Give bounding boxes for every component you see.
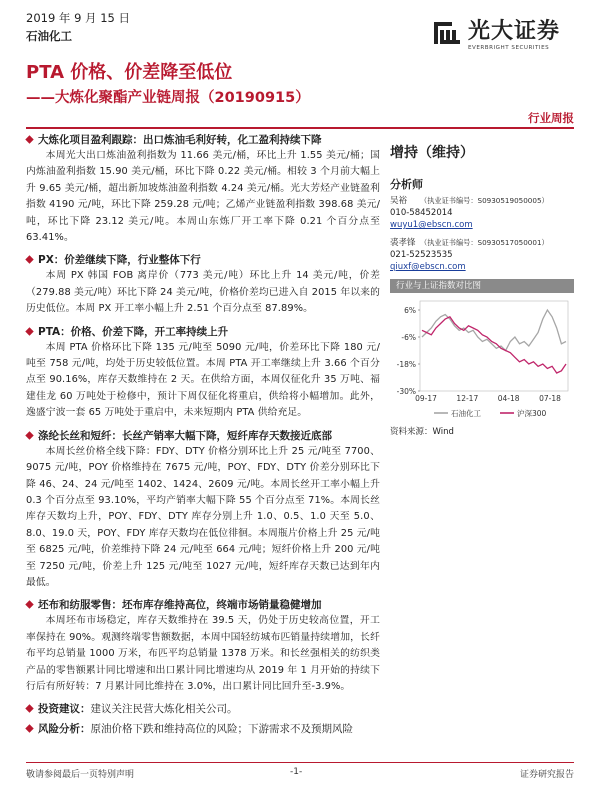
diamond-bullet-icon bbox=[25, 601, 33, 609]
legend-label: 沪深300 bbox=[517, 409, 547, 418]
diamond-bullet-icon bbox=[25, 705, 33, 713]
x-tick-label: 04-18 bbox=[497, 394, 520, 403]
report-sector: 石油化工 bbox=[26, 29, 72, 43]
analyst-name: 裘孝锋 bbox=[390, 238, 416, 248]
analyst-phone: 010-58452014 bbox=[390, 208, 453, 218]
investment-advice: 投资建议：建议关注民营大炼化相关公司。 bbox=[26, 701, 380, 717]
page-number: -1- bbox=[290, 767, 303, 777]
report-type-label: 行业周报 bbox=[528, 111, 574, 125]
report-date: 2019 年 9 月 15 日 bbox=[26, 11, 130, 25]
analyst-license: （执业证书编号：S0930519050005） bbox=[420, 196, 549, 205]
chart-title: 行业与上证指数对比图 bbox=[390, 279, 574, 293]
logo-chinese-name: 光大证券 bbox=[468, 18, 561, 44]
rating: 增持（维持） bbox=[390, 145, 474, 161]
section-heading: PTA：价格、价差下降，开工率持续上升 bbox=[26, 324, 380, 340]
series-line bbox=[422, 317, 566, 373]
analyst-name: 吴裕 bbox=[390, 196, 408, 206]
header-divider bbox=[26, 127, 574, 129]
chart-source: 资料来源：Wind bbox=[390, 427, 454, 437]
footer-disclaimer: 敬请参阅最后一页特别声明 bbox=[26, 770, 135, 780]
series-line bbox=[422, 310, 566, 351]
footer-report-label: 证券研究报告 bbox=[519, 770, 574, 780]
y-tick-label: -18% bbox=[396, 360, 416, 369]
analyst-phone: 021-52523535 bbox=[390, 250, 453, 260]
section-heading: 大炼化项目盈利跟踪：出口炼油毛利好转，化工盈利持续下降 bbox=[26, 132, 380, 148]
main-column bbox=[26, 132, 380, 737]
broker-logo bbox=[432, 14, 560, 51]
diamond-bullet-icon bbox=[25, 725, 33, 733]
x-tick-label: 12-17 bbox=[456, 394, 479, 403]
everbright-logo-icon bbox=[432, 18, 462, 48]
x-tick-label: 09-17 bbox=[415, 394, 437, 403]
footer-divider bbox=[26, 762, 574, 763]
legend-label: 石油化工 bbox=[451, 409, 481, 418]
section-heading: 涤纶长丝和短纤：长丝产销率大幅下降，短纤库存天数接近底部 bbox=[26, 428, 380, 444]
section-paragraph: 本周长丝价格全线下降：FDY、DTY 价格分别环比上升 25 元/吨至 7700、9075 元/吨，POY 价格维持在 7675 元/吨，POY、FDY、DTY 价差分别环比下降 46、24、24 元/吨至 1402、1424、2609 元/吨。本周长丝开工率小幅上升 0.3 个百分点至 93.10%，平均产销率大幅下降 55 个百分点至 71%。本周长丝库存天数均上升，POY、FDY、DTY 库存分别上升 1.0、0.5、1.0 天至 5.0、8.0、19.0 天，POY、FDY 库存天数均在低位徘徊。本周瓶片价格上升 25 元/吨至 6825 元/吨，价差维持下降 24 元/吨至 664 元/吨；短纤价格上升 200 元/吨至 7250 元/吨，价差上升 125 元/吨至 1027 元/吨，短纤库存天数已达到年内最低。 bbox=[26, 445, 380, 588]
analyst-card bbox=[390, 237, 574, 273]
section-heading: 坯布和纺服零售：坯布库存维持高位，终端市场销量稳健增加 bbox=[26, 597, 380, 613]
diamond-bullet-icon bbox=[25, 256, 33, 264]
section-paragraph: 本周坯布市场稳定，库存天数维持在 39.5 天，仍处于历史较高位置，开工率保持在 90%。观测终端零售额数据，本周中国轻纺城布匹销量持续增加，长纤布平均总销量 1000 万米，布匹平均总销量 1378 万米。和长丝强相关的纺织类产品的零售额累计同比增速和出口累计同比增速均从 2019 年 1 月开始的持续下行后有所好转：7 月累计同比维持在 3.0%，出口累计同比回升至-3.9%。 bbox=[26, 615, 380, 692]
analyst-card bbox=[390, 195, 574, 231]
logo-english-name: EVERBRIGHT SECURITIES bbox=[468, 45, 550, 51]
section-paragraph: 本周 PX 韩国 FOB 离岸价（773 美元/吨）环比上升 14 美元/吨，价差（279.88 美元/吨）环比下降 24 美元/吨，价格价差均已进入自 2015 年以来的历史低位。本周 PX 开工率小幅上升 2.51 个百分点至 87.89%。 bbox=[26, 270, 380, 315]
sidebar bbox=[390, 132, 574, 437]
x-tick-label: 07-18 bbox=[539, 394, 561, 403]
section-paragraph: 本周 PTA 价格环比下降 135 元/吨至 5090 元/吨，价差环比下降 180 元/吨至 758 元/吨，均处于历史较低位置。本周 PTA 开工率继续上升 3.66 个百分点至 90.16%，库存天数维持在 2 天。在供给方面，本周仅征化升 35 万吨、福建佳龙 60 万吨处于检修中，预计下周仅征化将重启，供给将小幅增加。此外，逸盛宁波一套 65 万吨处于重启中，未来短期内 PTA 供给充足。 bbox=[26, 341, 380, 419]
diamond-bullet-icon bbox=[25, 135, 33, 143]
index-comparison-chart bbox=[390, 293, 574, 423]
analyst-email-link[interactable]: wuyu1@ebscn.com bbox=[390, 220, 473, 230]
y-tick-label: 6% bbox=[404, 306, 416, 315]
report-subtitle: ——大炼化聚酯产业链周报（20190915） bbox=[26, 90, 310, 106]
diamond-bullet-icon bbox=[25, 431, 33, 439]
risk-analysis: 风险分析：原油价格下跌和维持高位的风险；下游需求不及预期风险 bbox=[26, 721, 380, 737]
analyst-heading: 分析师 bbox=[390, 178, 423, 191]
y-tick-label: -30% bbox=[396, 387, 416, 396]
analyst-license: （执业证书编号：S0930517050001） bbox=[420, 238, 549, 247]
analyst-email-link[interactable]: qiuxf@ebscn.com bbox=[390, 262, 466, 272]
section-paragraph: 本周光大出口炼油盈利指数为 11.66 美元/桶，环比上升 1.55 美元/桶；国内炼油盈利指数 15.90 美元/桶，环比下降 0.22 美元/桶。相较 3 个月前大幅上升 9.65 美元/桶，超出新加坡炼油盈利指数 4.24 美元/桶。光大芳烃产业链盈利指数 4190 元/吨，环比下降 259.28 元/吨；乙烯产业链盈利指数 398.68 美元/吨，环比下降 23.12 美元/吨。本周山东炼厂开工率下降 0.21 个百分点至 63.41%。 bbox=[26, 150, 380, 244]
report-title: PTA 价格、价差降至低位 bbox=[26, 62, 233, 83]
diamond-bullet-icon bbox=[25, 327, 33, 335]
section-heading: PX：价差继续下降，行业整体下行 bbox=[26, 252, 380, 268]
y-tick-label: -6% bbox=[401, 333, 416, 342]
